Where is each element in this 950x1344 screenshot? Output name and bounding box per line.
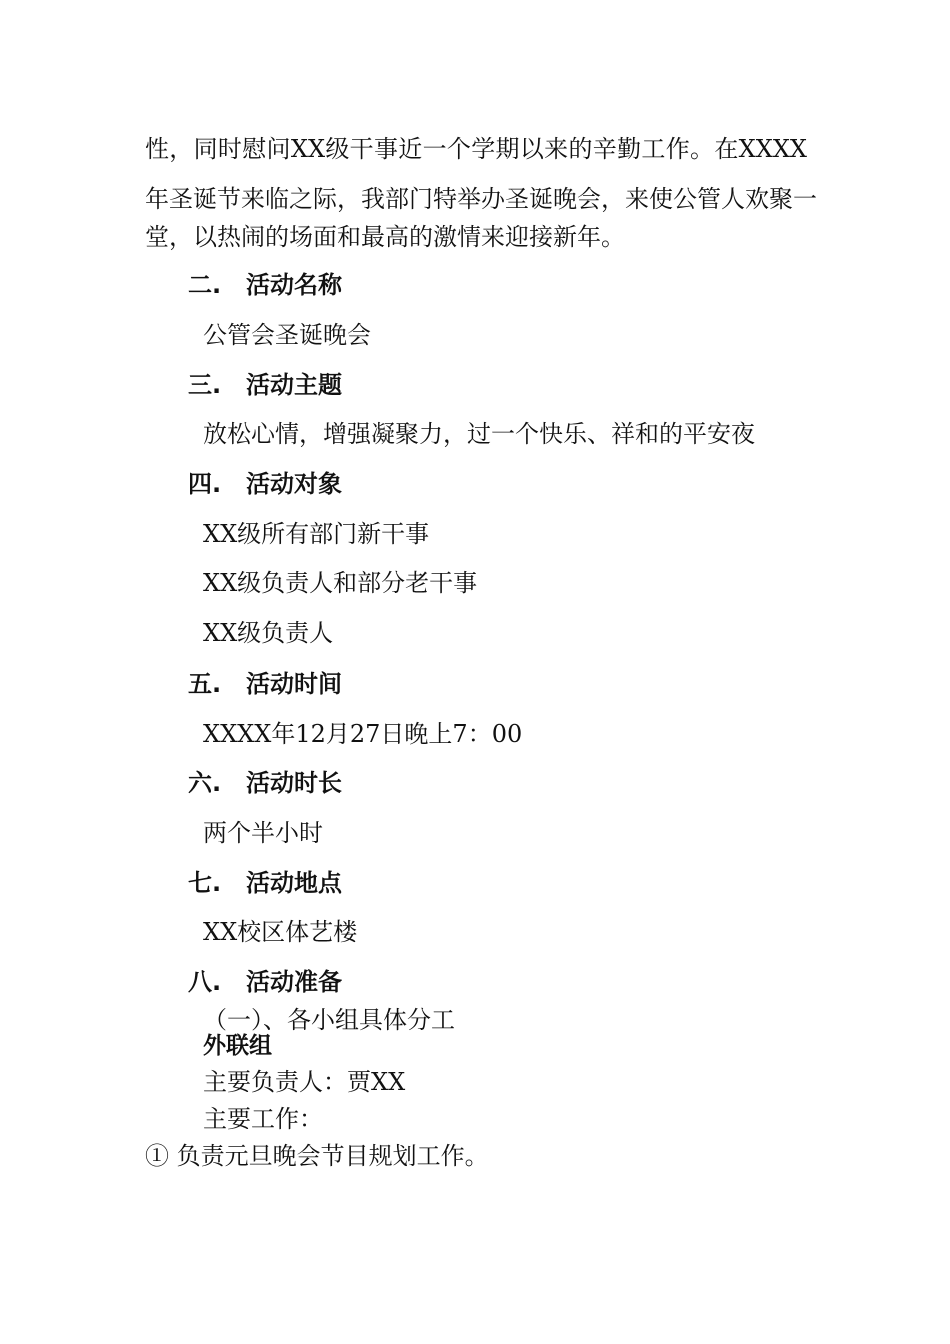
section-title: 活动准备 (246, 968, 342, 996)
intro-line-3: 堂，以热闹的场面和最高的激情来迎接新年。 (145, 223, 625, 251)
section-heading-preparation (188, 967, 342, 997)
section-content: XX级负责人 (203, 619, 334, 647)
intro-line-1: 性，同时慰问XX级干事近一个学期以来的辛勤工作。在XXXX (145, 135, 807, 163)
group-work-label: 主要工作： (203, 1105, 323, 1133)
group-leader: 主要负责人：贾XX (203, 1068, 406, 1096)
intro-line-2: 年圣诞节来临之际，我部门特举办圣诞晚会，来使公管人欢聚一 (145, 185, 817, 213)
section-content: 放松心情，增强凝聚力，过一个快乐、祥和的平安夜 (203, 420, 755, 448)
section-number: 七. (188, 869, 222, 897)
section-number: 二. (188, 271, 222, 299)
section-heading-name (188, 270, 342, 300)
section-content: XX级负责人和部分老干事 (203, 569, 478, 597)
section-title: 活动时间 (246, 670, 342, 698)
section-title: 活动名称 (246, 271, 342, 299)
section-title: 活动时长 (246, 769, 342, 797)
section-content: XX校区体艺楼 (203, 918, 358, 946)
section-heading-theme (188, 370, 342, 400)
section-number: 四. (188, 470, 222, 498)
section-title: 活动主题 (246, 371, 342, 399)
section-heading-time (188, 669, 342, 699)
section-content: 公管会圣诞晚会 (203, 321, 371, 349)
subsection-heading: （一）、各小组具体分工 (203, 1006, 455, 1034)
section-number: 五. (188, 670, 222, 698)
section-content: XX级所有部门新干事 (203, 520, 430, 548)
section-heading-location (188, 868, 342, 898)
section-heading-duration (188, 768, 342, 798)
section-heading-audience (188, 469, 342, 499)
section-content: XXXX年12月27日晚上7：00 (203, 720, 523, 748)
section-content: 两个半小时 (203, 819, 323, 847)
group-name: 外联组 (203, 1033, 272, 1059)
section-number: 八. (188, 968, 222, 996)
section-number: 三. (188, 371, 222, 399)
section-title: 活动地点 (246, 869, 342, 897)
section-number: 六. (188, 769, 222, 797)
task-item: ① 负责元旦晚会节目规划工作。 (145, 1142, 489, 1170)
section-title: 活动对象 (246, 470, 342, 498)
